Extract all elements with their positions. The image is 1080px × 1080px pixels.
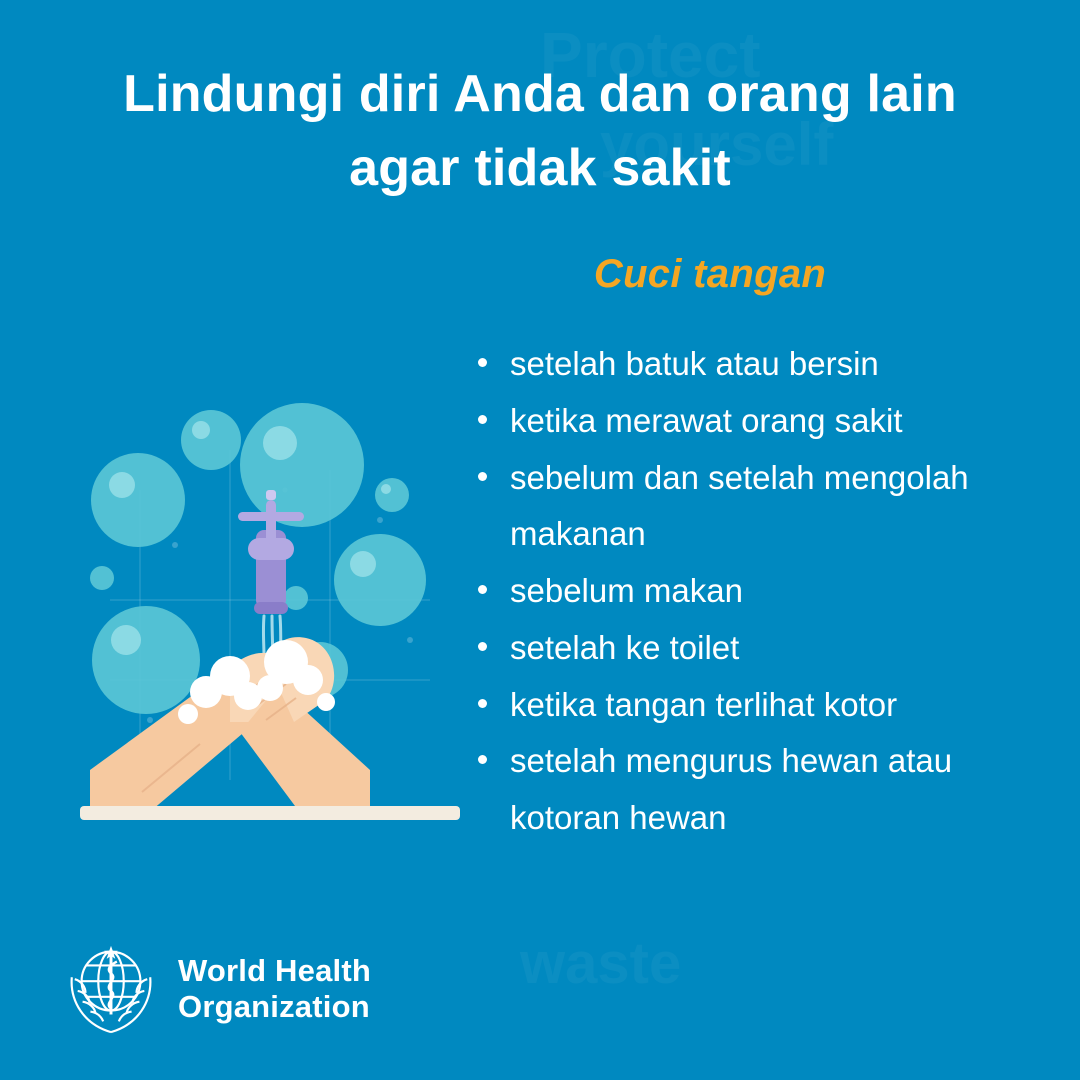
bullet-dot-icon: [478, 472, 487, 481]
list-item-label: setelah ke toilet: [510, 628, 740, 666]
list-item: [470, 393, 1050, 450]
bullet-dot-icon: [478, 358, 487, 367]
who-emblem-icon: [62, 940, 160, 1038]
list-item: [470, 563, 1050, 620]
bullet-dot-icon: [478, 415, 487, 424]
list-item: [470, 450, 1050, 564]
subheading: Cuci tangan: [593, 252, 827, 296]
list-item-label: ketika merawat orang sakit: [510, 401, 903, 439]
handwashing-illustration: [80, 340, 460, 840]
list-item: [470, 336, 1050, 393]
advice-list: [470, 336, 1050, 847]
bullet-dot-icon: [478, 699, 487, 708]
list-item-label: setelah batuk atau bersin: [510, 345, 879, 382]
who-logo: [62, 940, 371, 1038]
page-title: [60, 58, 1020, 206]
background-ghost-text-3: [520, 930, 681, 997]
who-logo-line-1: World Health: [178, 953, 372, 989]
bullet-dot-icon: [478, 755, 487, 764]
list-item: [470, 733, 1050, 847]
list-item-label: ketika tangan terlihat kotor: [510, 685, 898, 723]
list-item: [470, 677, 1050, 734]
headline-line-1: Lindungi diri Anda dan orang lain: [123, 65, 957, 123]
list-item: [470, 620, 1050, 677]
bullet-dot-icon: [478, 642, 487, 651]
list-item-label: sebelum dan setelah mengolah makanan: [510, 458, 969, 553]
who-logo-text: [178, 953, 371, 1024]
who-logo-line-2: Organization: [178, 989, 370, 1024]
list-item-label: sebelum makan: [510, 572, 743, 609]
list-item-label: setelah mengurus hewan atau kotoran hewan: [510, 742, 953, 836]
headline-line-2: agar tidak sakit: [349, 138, 731, 197]
bullet-dot-icon: [478, 585, 487, 594]
